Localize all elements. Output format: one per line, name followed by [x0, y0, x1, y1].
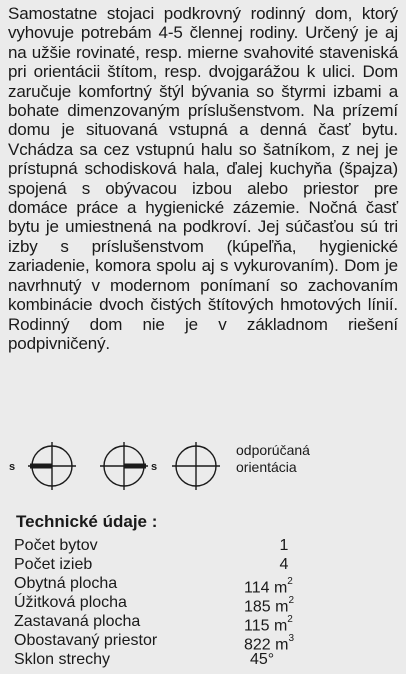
spec-value: 822 $m^3$: [244, 633, 295, 654]
spec-label: Zastavaná plocha: [14, 613, 141, 630]
spec-row: [14, 593, 334, 616]
spec-label: Počet izieb: [14, 556, 93, 573]
compass-1-label: s: [9, 461, 16, 473]
spec-row: [14, 555, 334, 574]
spec-row: [14, 631, 334, 654]
orientation-label-line2: orientácia: [236, 459, 297, 475]
spec-value: 185 $m^2$: [244, 595, 295, 616]
tech-title: Technické údaje :: [16, 512, 158, 531]
spec-label: Sklon strechy: [14, 651, 111, 668]
spec-value: 1: [279, 537, 289, 554]
compass-east-icon: [94, 436, 154, 496]
compass-west-icon: [22, 436, 82, 496]
description-text: Samostatne stojaci podkrovný rodinný dom, ktorý vyhovuje potrebám 4-5 člennej rodiny. Určený je aj na užšie rovinaté, resp. mierne svahovité staveniská pri orientácii štítom, resp. dvojgarážou k ulici. Dom zaručuje komfortný štýl bývania so štyrmi izbami a bohate dimenzovaným príslušenstvom. Na prízemí domu je situovaná vstupná a denná časť bytu. Vchádza sa cez vstupnú halu so šatníkom, z nej je prístupná schodisková hala, ďalej kuchyňa (špajza) spojená s obývacou izbou alebo priestor pre domáce práce a hygienické zázemie. Nočná časť bytu je umiestnená na podkroví. Jej súčasťou sú tri izby s príslušenstvom (kúpeľňa, hygienické zariadenie, komora spolu aj s vykurovaním). Dom je navrhnutý v modernom ponímaní so zachovaním kombinácie dvoch čistých štítových hmotových línií. Rodinný dom nie je v základnom riešení podpivničený.: [8, 4, 398, 353]
spec-row: [14, 612, 334, 635]
spec-label: Úžitková plocha: [14, 594, 127, 611]
spec-value: 4: [279, 556, 289, 573]
spec-value: 115 $m^2$: [244, 614, 293, 635]
compass-2-label: s: [151, 461, 158, 473]
compass-plain-icon: [166, 436, 226, 496]
spec-value: 114 $m^2$: [244, 576, 293, 597]
spec-label: Počet bytov: [14, 537, 98, 554]
spec-row: [14, 536, 334, 555]
spec-row: [14, 574, 334, 597]
spec-label: Obytná plocha: [14, 575, 118, 592]
spec-value: 45°: [250, 651, 275, 668]
spec-label: Obostavaný priestor: [14, 632, 158, 649]
orientation-label-line1: odporúčaná: [236, 442, 310, 458]
tech-specs-table: [14, 536, 334, 669]
orientation-label: [236, 442, 376, 476]
spec-row: [14, 650, 334, 669]
